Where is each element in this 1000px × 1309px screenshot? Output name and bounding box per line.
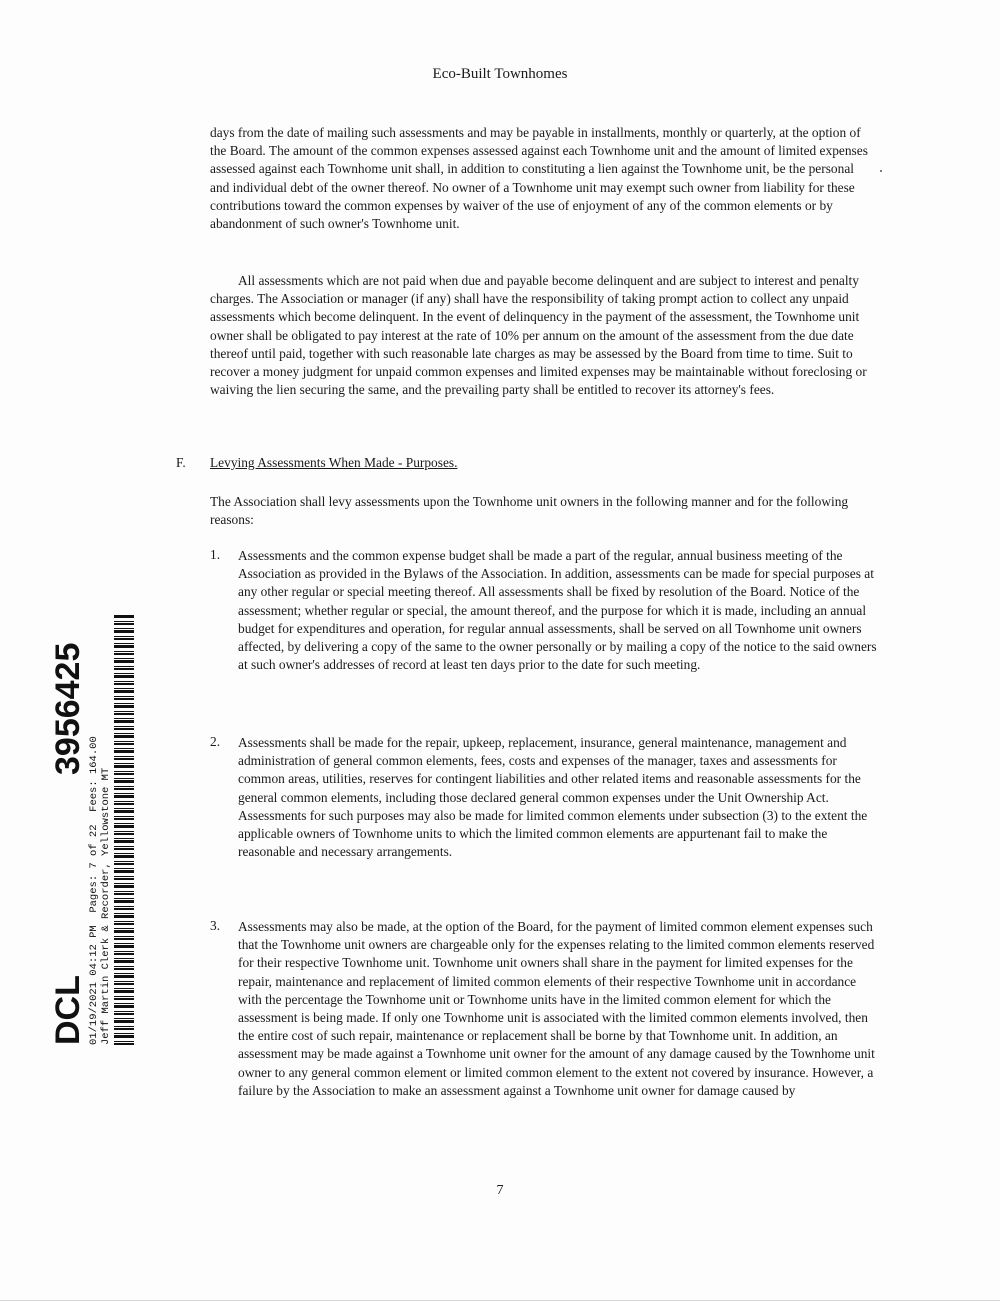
- list-item-number: 1.: [210, 547, 221, 562]
- recording-stamp: [50, 605, 140, 1045]
- page-header-title: Eco-Built Townhomes: [432, 66, 568, 82]
- stamp-recorder-info: Jeff Martin Clerk & Recorder, Yellowstone MT: [100, 767, 112, 1045]
- stamp-code: DCL: [49, 975, 87, 1045]
- speck-mark: [880, 170, 882, 172]
- section-intro: The Association shall levy assessments upon the Townhome unit owners in the following manner and for the following reasons:: [210, 494, 849, 528]
- barcode: [114, 615, 134, 1045]
- paragraph-delinquent-assessments: All assessments which are not paid when due and payable become delinquent and are subject to interest and penalty charges. The Association or manager (if any) shall have the responsibility of taking prompt action to collect any unpaid assessments which become delinquent. In the event of delinquency in the payment of the assessment, the Townhome unit owner shall be obligated to pay interest at the rate of 10% per annum on the amount of the assessment from the due date thereof until paid, together with such reasonable late charges as may be assessed by the Board from time to time. Suit to recover a money judgment for unpaid common expenses and limited expenses may be maintainable without foreclosing or waiving the lien securing the same, and the prevailing party shall be entitled to recover its attorney's fees.: [210, 273, 867, 398]
- list-item-number: 3.: [210, 918, 221, 933]
- list-item-text: Assessments shall be made for the repair, upkeep, replacement, insurance, general maintenance, management and administration of general common elements, fees, costs and expenses of the manager, taxes and assessments for common areas, utilities, reserves for contingent liabilities and other related items and reasonable assessments for the general common elements, including those declared general common expenses under the Unit Ownership Act. Assessments for such purposes may also be made for limited common elements under subsection (3) to the extent the applicable owners of Townhome units to which the limited common elements are appurtenant fail to make the reasonable and necessary arrangements.: [238, 735, 868, 860]
- section-heading: Levying Assessments When Made - Purposes.: [210, 455, 458, 470]
- section-letter: F.: [176, 455, 186, 470]
- paragraph-continued: days from the date of mailing such assessments and may be payable in installments, monthly or quarterly, at the option of the Board. The amount of the common expenses assessed against each Townhome unit and the amount of limited expenses assessed against each Townhome unit shall, in addition to constituting a lien against the Townhome unit, be the personal and individual debt of the owner thereof. No owner of a Townhome unit may exempt such owner from liability for these contributions toward the common expenses by waiver of the use of enjoyment of any of the common elements or by abandonment of such owner's Townhome unit.: [210, 125, 868, 232]
- page-bottom-edge: [0, 1300, 1000, 1301]
- stamp-recording-info: 01/19/2021 04:12 PM Pages: 7 of 22 Fees: 164.00: [88, 736, 100, 1045]
- page-number: 7: [496, 1183, 504, 1198]
- stamp-document-number: 3956425: [49, 642, 87, 775]
- list-item-text: Assessments may also be made, at the option of the Board, for the payment of limited common element expenses such that the Townhome unit owners are chargeable only for the expenses relating to the limited common elements reserved for their respective Townhome unit. Townhome unit owners shall share in the payment for limited expenses for the repair, maintenance and replacement of limited common elements of their respective Townhome unit in accordance with the percentage the Townhome unit or Townhome units have in the limited common element for which the assessment is being made. If only one Townhome unit is associated with the limited common elements involved, then the entire cost of such repair, maintenance or replacement shall be borne by that Townhome unit. In addition, an assessment may be made against a Townhome unit owner for the amount of any damage caused by the Townhome unit owner to any general common element or limited common element to the extent not covered by insurance. However, a failure by the Association to make an assessment against a Townhome unit owner for damage caused by: [238, 919, 875, 1098]
- list-item-number: 2.: [210, 734, 221, 749]
- list-item-text: Assessments and the common expense budget shall be made a part of the regular, annual business meeting of the Association as provided in the Bylaws of the Association. In addition, assessments can be made for special purposes at any other regular or special meeting thereof. All assessments shall be fixed by resolution of the Board. Notice of the assessment; whether regular or special, the amount thereof, and the purpose for which it is made, including an annual budget for expenditures and operation, for regular annual assessments, shall be served on all Townhome unit owners affected, by delivering a copy of the same to the owner personally or by mailing a copy of the notice to the said owners at such owner's addresses of record at least ten days prior to the date for such meeting.: [238, 548, 877, 673]
